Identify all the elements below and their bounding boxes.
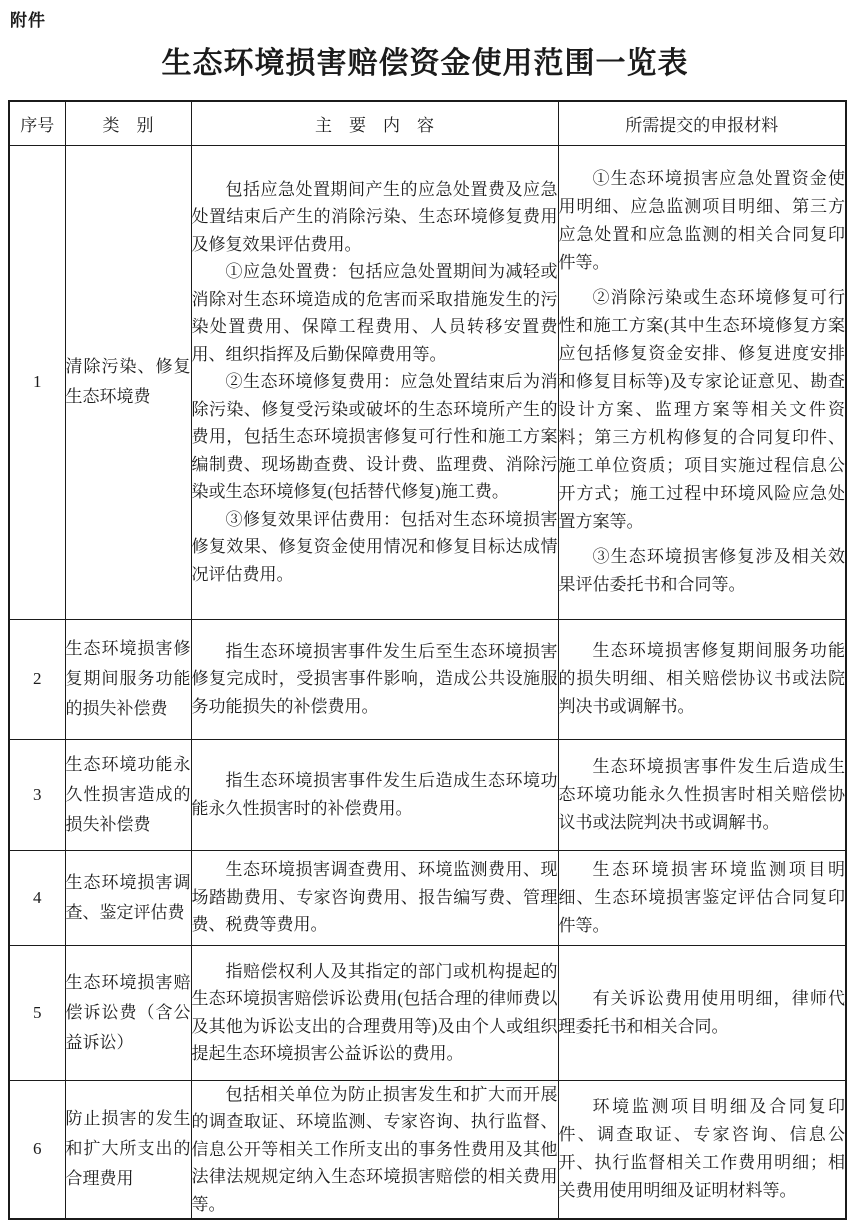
category-cell: 防止损害的发生和扩大所支出的合理费用: [65, 1080, 191, 1219]
table-row: [9, 619, 846, 739]
materials-cell: [558, 1080, 846, 1219]
attachment-label: 附件: [10, 11, 46, 30]
paragraph: ①应急处置费：包括应急处置期间为减轻或消除对生态环境造成的危害而采取措施发生的污染处置费用、保障工程费用、人员转移安置费用、组织指挥及后勤保障费用等。: [191, 262, 558, 364]
paragraph: ①生态环境损害应急处置资金使用明细、应急监测项目明细、第三方应急处置和应急监测的相关合同复印件等。: [558, 169, 845, 272]
row-number: 5: [9, 945, 65, 1080]
materials-cell: [558, 145, 846, 619]
row-number: 6: [9, 1080, 65, 1219]
content-cell: [191, 145, 558, 619]
row-number: 3: [9, 739, 65, 850]
paragraph: 包括相关单位为防止损害发生和扩大而开展的调查取证、环境监测、专家咨询、执行监督、信息公开等相关工作所支出的事务性费用及其他法律法规规定纳入生态环境损害赔偿的相关费用等。: [191, 1084, 558, 1214]
col-header-no: 序号: [9, 101, 65, 145]
page-title: 生态环境损害赔偿资金使用范围一览表: [161, 47, 689, 80]
table-header-row: [9, 101, 846, 145]
category-cell: 清除污染、修复生态环境费: [65, 145, 191, 619]
paragraph: ②消除污染或生态环境修复可行性和施工方案(其中生态环境修复方案应包括修复资金安排、修复进度安排和修复目标等)及专家论证意见、勘查设计方案、监理方案等相关文件资料；第三方机构修复的合同复印件、施工单位资质；项目实施过程信息公开方式；施工过程中环境风险应急处置方案等。: [558, 288, 845, 531]
category-cell: 生态环境损害调查、鉴定评估费: [65, 850, 191, 945]
col-header-main-content: 主 要 内 容: [191, 101, 558, 145]
table-row: [9, 145, 846, 619]
content-cell: [191, 739, 558, 850]
materials-cell: [558, 945, 846, 1080]
paragraph: ③生态环境损害修复涉及相关效果评估委托书和合同等。: [558, 547, 845, 594]
paragraph: 生态环境损害环境监测项目明细、生态环境损害鉴定评估合同复印件等。: [558, 859, 845, 935]
paragraph: 生态环境损害修复期间服务功能的损失明细、相关赔偿协议书或法院判决书或调解书。: [558, 641, 845, 716]
category-cell: 生态环境损害修复期间服务功能的损失补偿费: [65, 619, 191, 739]
materials-cell: [558, 739, 846, 850]
row-number: 2: [9, 619, 65, 739]
row-number: 1: [9, 145, 65, 619]
table-row: [9, 850, 846, 945]
fund-usage-table: [8, 100, 847, 1220]
content-cell: [191, 945, 558, 1080]
table-row: [9, 1080, 846, 1219]
content-cell: [191, 1080, 558, 1219]
paragraph: 环境监测项目明细及合同复印件、调查取证、专家咨询、信息公开、执行监督相关工作费用明细；相关费用使用明细及证明材料等。: [558, 1097, 845, 1201]
materials-cell: [558, 850, 846, 945]
table-row: [9, 945, 846, 1080]
paragraph: 生态环境损害调查费用、环境监测费用、现场踏勘费用、专家咨询费用、报告编写费、管理费、税费等费用。: [191, 860, 558, 935]
paragraph: 指赔偿权利人及其指定的部门或机构提起的生态环境损害赔偿诉讼费用(包括合理的律师费以及其他为诉讼支出的合理费用等)及由个人或组织提起生态环境损害公益诉讼的费用。: [191, 961, 558, 1063]
materials-cell: [558, 619, 846, 739]
category-cell: 生态环境功能永久性损害造成的损失补偿费: [65, 739, 191, 850]
paragraph: 指生态环境损害事件发生后造成生态环境功能永久性损害时的补偿费用。: [191, 771, 558, 818]
paragraph: 包括应急处置期间产生的应急处置费及应急处置结束后产生的消除污染、生态环境修复费用及修复效果评估费用。: [191, 179, 558, 254]
paragraph: 有关诉讼费用使用明细，律师代理委托书和相关合同。: [558, 988, 845, 1036]
col-header-materials: 所需提交的申报材料: [558, 101, 846, 145]
content-cell: [191, 619, 558, 739]
content-cell: [191, 850, 558, 945]
paragraph: ②生态环境修复费用：应急处置结束后为消除污染、修复受污染或破坏的生态环境所产生的费用，包括生态环境损害修复可行性和施工方案编制费、现场勘查费、设计费、监理费、消除污染或生态环境修复(包括替代修复)施工费。: [191, 372, 558, 502]
row-number: 4: [9, 850, 65, 945]
col-header-category: 类 别: [65, 101, 191, 145]
paragraph: 指生态环境损害事件发生后至生态环境损害修复完成时，受损害事件影响，造成公共设施服务功能损失的补偿费用。: [191, 641, 558, 716]
paragraph: 生态环境损害事件发生后造成生态环境功能永久性损害时相关赔偿协议书或法院判决书或调解书。: [558, 756, 845, 832]
paragraph: ③修复效果评估费用：包括对生态环境损害修复效果、修复资金使用情况和修复目标达成情况评估费用。: [191, 509, 558, 584]
table-row: [9, 739, 846, 850]
category-cell: 生态环境损害赔偿诉讼费（含公益诉讼）: [65, 945, 191, 1080]
